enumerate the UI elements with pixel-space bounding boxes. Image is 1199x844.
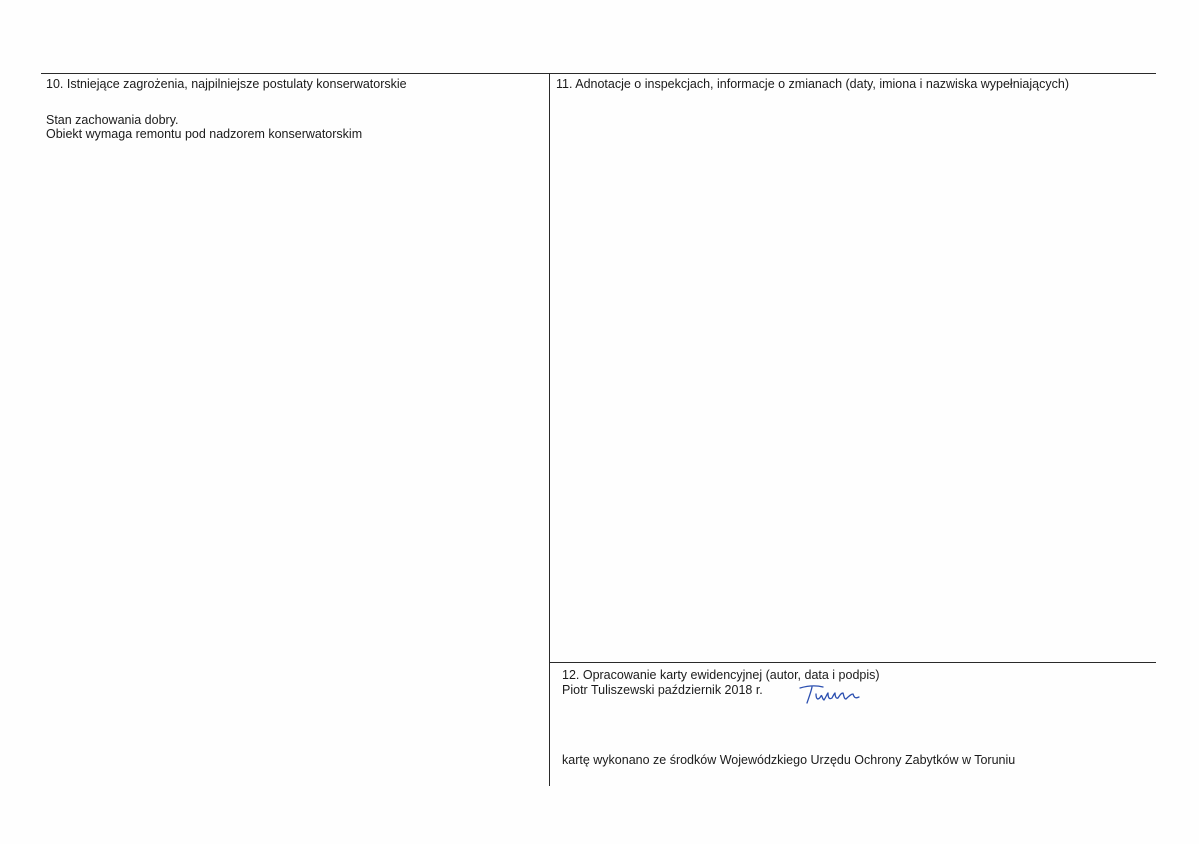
section-12-funding-note: kartę wykonano ze środków Wojewódzkiego Urzędu Ochrony Zabytków w Toruniu xyxy=(562,753,1016,767)
section-12-rule xyxy=(549,662,1156,663)
column-divider xyxy=(549,73,550,786)
author-signature xyxy=(797,684,867,708)
top-rule xyxy=(41,73,1156,74)
section-12-author-line: Piotr Tuliszewski październik 2018 r. xyxy=(562,683,763,697)
section-11-heading: 11. Adnotacje o inspekcjach, informacje o zmianach (daty, imiona i nazwiska wypełniających) xyxy=(556,77,1069,91)
section-10-line-1: Stan zachowania dobry. xyxy=(46,113,179,127)
section-10-heading: 10. Istniejące zagrożenia, najpilniejsze postulaty konserwatorskie xyxy=(46,77,407,91)
section-12-heading: 12. Opracowanie karty ewidencyjnej (autor, data i podpis) xyxy=(562,668,880,682)
section-10-line-2: Obiekt wymaga remontu pod nadzorem konserwatorskim xyxy=(46,127,363,141)
